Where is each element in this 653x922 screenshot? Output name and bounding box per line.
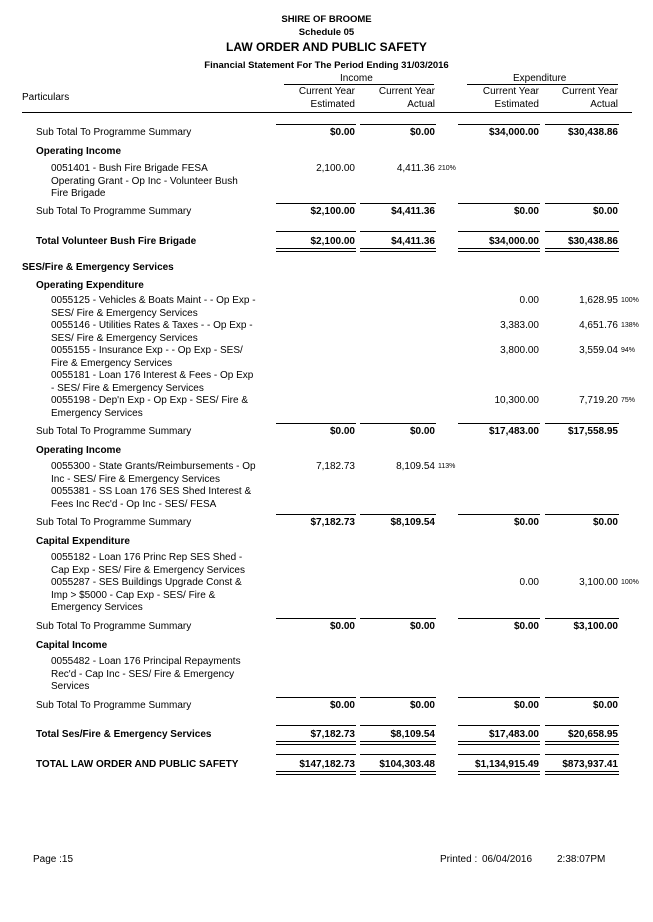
- total-label: Total Ses/Fire & Emergency Services: [36, 729, 212, 740]
- rule-line: [458, 771, 540, 775]
- grand-total-exp-actual: $873,937.41: [562, 759, 618, 770]
- page-number: Page :15: [33, 854, 74, 865]
- line-item-label: 0055146 - Utilities Rates & Taxes - - Op Exp - SES/ Fire & Emergency Services: [51, 320, 253, 344]
- line-item-exp-actual: 7,719.20: [579, 395, 618, 406]
- subtotal-income-estimated: $2,100.00: [310, 206, 355, 217]
- line-item-label: 0055125 - Vehicles & Boats Maint - - Op Exp - SES/ Fire & Emergency Services: [51, 295, 256, 319]
- section-heading: Operating Expenditure: [36, 280, 144, 291]
- rule-line: [276, 754, 356, 755]
- rule-line: [276, 423, 356, 424]
- rule-line: [545, 754, 619, 755]
- section-heading: Operating Income: [36, 146, 122, 157]
- rule-line: [360, 124, 436, 125]
- rule-line: [360, 203, 436, 204]
- rule-line: [458, 514, 540, 515]
- rule-line: [276, 514, 356, 515]
- subtotal-income-estimated: $0.00: [329, 127, 355, 138]
- subtotal-label: Sub Total To Programme Summary: [36, 206, 192, 217]
- income-group-heading: Income: [340, 73, 373, 84]
- subtotal-label: Sub Total To Programme Summary: [36, 127, 192, 138]
- total-income-actual: $4,411.36: [391, 236, 435, 247]
- grand-total-label: TOTAL LAW ORDER AND PUBLIC SAFETY: [36, 759, 239, 770]
- rule-line: [360, 514, 436, 515]
- subtotal-income-actual: $4,411.36: [391, 206, 435, 217]
- section-heading: Operating Income: [36, 445, 122, 456]
- rule-line: [276, 203, 356, 204]
- rule-line: [360, 248, 436, 252]
- subtotal-exp-actual: $0.00: [592, 517, 618, 528]
- col1-heading-line1: Current Year: [298, 86, 355, 97]
- col4-heading-line1: Current Year: [561, 86, 618, 97]
- rule-line: [545, 514, 619, 515]
- total-income-actual: $8,109.54: [390, 729, 435, 740]
- subtotal-exp-actual: $17,558.95: [567, 426, 618, 437]
- line-item-percent: 100%: [621, 297, 639, 304]
- line-item-income-estimated: 2,100.00: [316, 163, 355, 174]
- subtotal-income-estimated: $7,182.73: [310, 517, 355, 528]
- total-income-estimated: $7,182.73: [310, 729, 355, 740]
- line-item-percent: 138%: [621, 322, 639, 329]
- income-heading-rule: [284, 84, 434, 85]
- printed-label: Printed :: [440, 854, 478, 865]
- expenditure-group-heading: Expenditure: [513, 73, 567, 84]
- line-item-income-estimated: 7,182.73: [316, 461, 355, 472]
- rule-line: [360, 231, 436, 232]
- col2-heading-line2: Actual: [407, 99, 435, 110]
- rule-line: [545, 697, 619, 698]
- particulars-heading: Particulars: [22, 92, 70, 103]
- rule-line: [545, 771, 619, 775]
- subtotal-income-actual: $0.00: [409, 700, 435, 711]
- line-item-percent: 100%: [621, 579, 639, 586]
- subtotal-exp-estimated: $17,483.00: [488, 426, 539, 437]
- total-exp-actual: $30,438.86: [567, 236, 618, 247]
- line-item-label: 0055287 - SES Buildings Upgrade Const & Imp > $5000 - Cap Exp - SES/ Fire & Emergency Services: [51, 577, 242, 613]
- subtotal-label: Sub Total To Programme Summary: [36, 621, 192, 632]
- rule-line: [458, 203, 540, 204]
- line-item-label: 0055198 - Dep'n Exp - Op Exp - SES/ Fire & Emergency Services: [51, 395, 249, 419]
- line-item-label: 0055482 - Loan 176 Principal Repayments Rec'd - Cap Inc - SES/ Fire & Emergency Services: [51, 656, 241, 692]
- schedule-number: Schedule 05: [298, 27, 355, 38]
- rule-line: [360, 771, 436, 775]
- subtotal-income-actual: $0.00: [409, 621, 435, 632]
- total-income-estimated: $2,100.00: [310, 236, 355, 247]
- subtotal-exp-estimated: $0.00: [513, 700, 539, 711]
- grand-total-exp-estimated: $1,134,915.49: [475, 759, 539, 770]
- subtotal-income-actual: $8,109.54: [390, 517, 435, 528]
- line-item-exp-actual: 3,100.00: [579, 577, 618, 588]
- rule-line: [276, 697, 356, 698]
- line-item-percent: 210%: [438, 165, 456, 172]
- subtotal-exp-estimated: $0.00: [513, 206, 539, 217]
- total-label: Total Volunteer Bush Fire Brigade: [36, 236, 197, 247]
- rule-line: [545, 203, 619, 204]
- line-item-label: 0051401 - Bush Fire Brigade FESA Operating Grant - Op Inc - Volunteer Bush Fire Brigade: [51, 163, 238, 199]
- subtotal-label: Sub Total To Programme Summary: [36, 517, 192, 528]
- rule-line: [458, 124, 540, 125]
- rule-line: [276, 231, 356, 232]
- report-title: LAW ORDER AND PUBLIC SAFETY: [226, 40, 427, 54]
- line-item-exp-estimated: 3,383.00: [500, 320, 539, 331]
- line-item-percent: 75%: [621, 397, 636, 404]
- line-item-percent: 94%: [621, 347, 636, 354]
- rule-line: [360, 618, 436, 619]
- rule-line: [276, 618, 356, 619]
- rule-line: [360, 697, 436, 698]
- line-item-exp-actual: 1,628.95: [579, 295, 618, 306]
- subtotal-label: Sub Total To Programme Summary: [36, 426, 192, 437]
- line-item-label: 0055155 - Insurance Exp - - Op Exp - SES/ Fire & Emergency Services: [51, 345, 243, 369]
- subtotal-exp-estimated: $0.00: [513, 517, 539, 528]
- col4-heading-line2: Actual: [590, 99, 618, 110]
- subtotal-exp-estimated: $34,000.00: [488, 127, 539, 138]
- rule-line: [545, 248, 619, 252]
- org-name: SHIRE OF BROOME: [281, 14, 372, 25]
- line-item-exp-actual: 4,651.76: [579, 320, 618, 331]
- subtotal-exp-estimated: $0.00: [513, 621, 539, 632]
- rule-line: [276, 771, 356, 775]
- rule-line: [360, 754, 436, 755]
- subtotal-exp-actual: $3,100.00: [573, 621, 618, 632]
- subtotal-income-actual: $0.00: [409, 426, 435, 437]
- period-heading: Financial Statement For The Period Ending 31/03/2016: [204, 60, 449, 71]
- rule-line: [545, 725, 619, 726]
- rule-line: [545, 423, 619, 424]
- program-heading: SES/Fire & Emergency Services: [22, 262, 174, 273]
- expenditure-heading-rule: [467, 84, 618, 85]
- rule-line: [360, 725, 436, 726]
- rule-line: [276, 741, 356, 745]
- col3-heading-line1: Current Year: [482, 86, 539, 97]
- line-item-label: 0055300 - State Grants/Reimbursements - Op Inc - SES/ Fire & Emergency Services: [51, 461, 256, 485]
- total-exp-actual: $20,658.95: [567, 729, 618, 740]
- rule-line: [545, 618, 619, 619]
- rule-line: [458, 741, 540, 745]
- printed-time: 2:38:07PM: [557, 854, 606, 865]
- line-item-label: 0055182 - Loan 176 Princ Rep SES Shed - Cap Exp - SES/ Fire & Emergency Services: [51, 552, 245, 576]
- line-item-income-actual: 4,411.36: [396, 163, 435, 174]
- rule-line: [360, 741, 436, 745]
- grand-total-income-estimated: $147,182.73: [299, 759, 355, 770]
- line-item-exp-estimated: 0.00: [519, 295, 539, 306]
- line-item-exp-estimated: 0.00: [519, 577, 539, 588]
- subtotal-label: Sub Total To Programme Summary: [36, 700, 192, 711]
- rule-line: [458, 248, 540, 252]
- grand-total-income-actual: $104,303.48: [379, 759, 435, 770]
- col1-heading-line2: Estimated: [310, 99, 355, 110]
- subtotal-exp-actual: $30,438.86: [567, 127, 618, 138]
- col3-heading-line2: Estimated: [494, 99, 539, 110]
- rule-line: [458, 231, 540, 232]
- rule-line: [276, 725, 356, 726]
- rule-line: [458, 725, 540, 726]
- line-item-exp-estimated: 3,800.00: [500, 345, 539, 356]
- section-heading: Capital Expenditure: [36, 536, 130, 547]
- subtotal-income-estimated: $0.00: [329, 426, 355, 437]
- line-item-exp-estimated: 10,300.00: [494, 395, 539, 406]
- rule-line: [458, 423, 540, 424]
- rule-line: [545, 124, 619, 125]
- subtotal-exp-actual: $0.00: [592, 206, 618, 217]
- rule-line: [545, 741, 619, 745]
- line-item-income-actual: 8,109.54: [396, 461, 435, 472]
- rule-line: [276, 248, 356, 252]
- printed-date: 06/04/2016: [482, 854, 533, 865]
- rule-line: [458, 754, 540, 755]
- rule-line: [276, 124, 356, 125]
- line-item-percent: 113%: [438, 463, 456, 470]
- total-exp-estimated: $17,483.00: [488, 729, 539, 740]
- rule-line: [360, 423, 436, 424]
- total-exp-estimated: $34,000.00: [488, 236, 539, 247]
- rule-line: [458, 697, 540, 698]
- rule-line: [545, 231, 619, 232]
- subtotal-income-estimated: $0.00: [329, 621, 355, 632]
- subtotal-income-estimated: $0.00: [329, 700, 355, 711]
- section-heading: Capital Income: [36, 640, 108, 651]
- subtotal-exp-actual: $0.00: [592, 700, 618, 711]
- header-rule: [22, 112, 632, 113]
- line-item-label: 0055381 - SS Loan 176 SES Shed Interest & Fees Inc Rec'd - Op Inc - SES/ FESA: [51, 486, 252, 510]
- col2-heading-line1: Current Year: [378, 86, 435, 97]
- subtotal-income-actual: $0.00: [409, 127, 435, 138]
- line-item-label: 0055181 - Loan 176 Interest & Fees - Op Exp - SES/ Fire & Emergency Services: [51, 370, 254, 394]
- line-item-exp-actual: 3,559.04: [579, 345, 618, 356]
- rule-line: [458, 618, 540, 619]
